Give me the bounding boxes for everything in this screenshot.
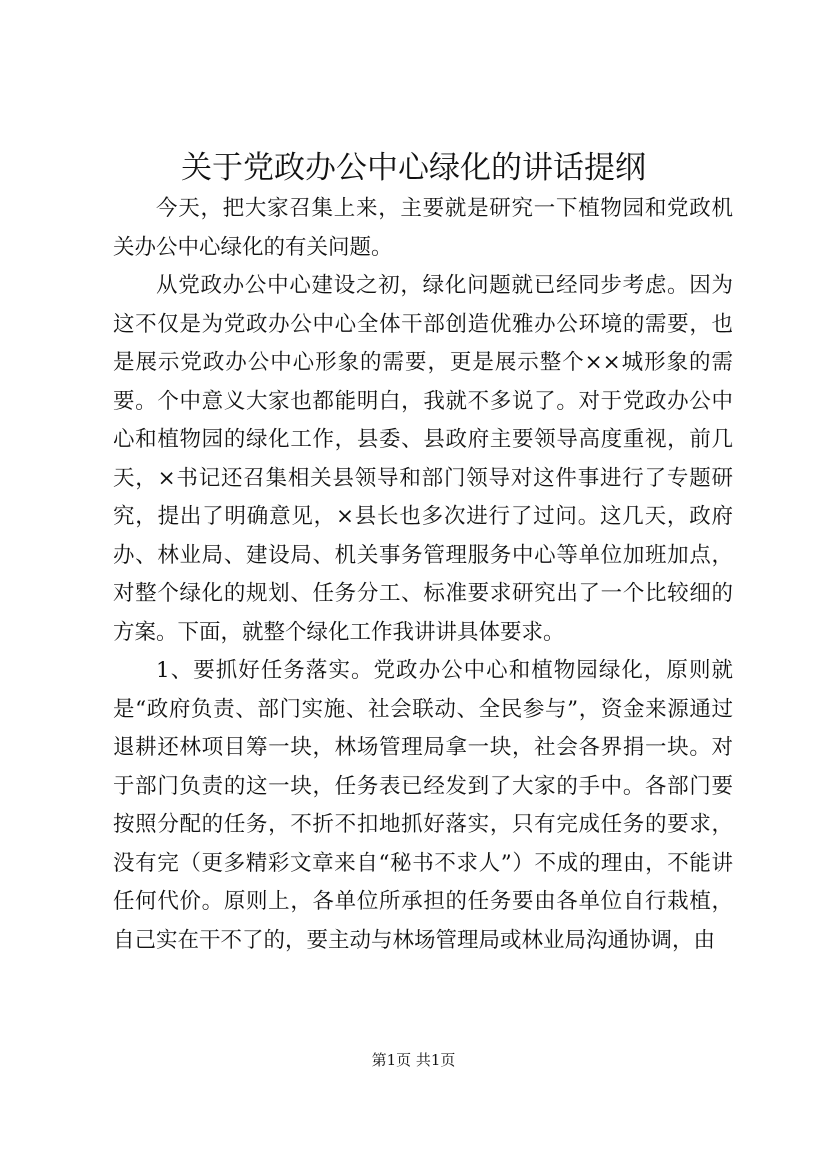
document-body bbox=[113, 190, 733, 960]
paragraph-2: 从党政办公中心建设之初，绿化问题就已经同步考虑。因为这不仅是为党政办公中心全体干部创造优雅办公环境的需要，也是展示党政办公中心形象的需要，更是展示整个××城形象的需要。个中意义大家也都能明白，我就不多说了。对于党政办公中心和植物园的绿化工作，县委、县政府主要领导高度重视，前几天，×书记还召集相关县领导和部门领导对这件事进行了专题研究，提出了明确意见，×县长也多次进行了过问。这几天，政府办、林业局、建设局、机关事务管理服务中心等单位加班加点，对整个绿化的规划、任务分工、标准要求研究出了一个比较细的方案。下面，就整个绿化工作我讲讲具体要求。 bbox=[113, 273, 733, 645]
paragraph-3: 1、要抓好任务落实。党政办公中心和植物园绿化，原则就是“政府负责、部门实施、社会联动、全民参与”，资金来源通过退耕还林项目筹一块，林场管理局拿一块，社会各界捐一块。对于部门负责的这一块，任务表已经发到了大家的手中。各部门要按照分配的任务，不折不扣地抓好落实，只有完成任务的要求，没有完（更多精彩文章来自“秘书不求人”）不成的理由，不能讲任何代价。原则上，各单位所承担的任务要由各单位自行栽植，自己实在干不了的，要主动与林场管理局或林业局沟通协调，由 bbox=[113, 658, 733, 953]
page-footer: 第1页 共1页 bbox=[371, 1051, 456, 1069]
paragraph-1: 今天，把大家召集上来，主要就是研究一下植物园和党政机关办公中心绿化的有关问题。 bbox=[113, 196, 733, 260]
document-title: 关于党政办公中心绿化的讲话提纲 bbox=[181, 150, 646, 186]
